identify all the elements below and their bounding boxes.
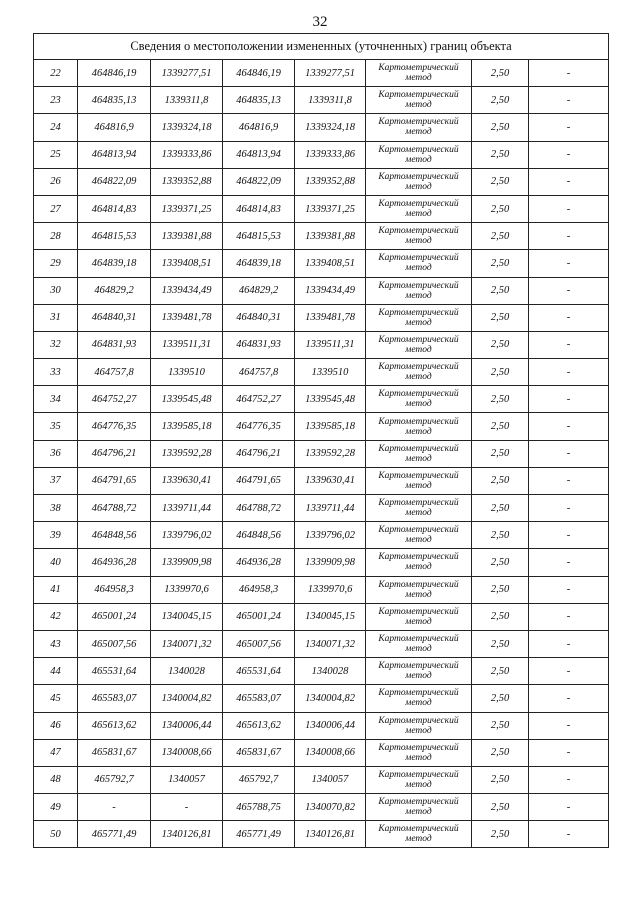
existing-x-cell: - [78, 794, 151, 821]
refined-x-cell: 464752,27 [223, 386, 295, 413]
determination-method-cell: Картометрический метод [366, 630, 472, 657]
point-number-cell: 29 [34, 250, 78, 277]
table-row [34, 549, 609, 576]
existing-x-cell: 464839,18 [78, 250, 151, 277]
precision-cell: 2,50 [472, 522, 529, 549]
existing-y-cell: 1339371,25 [151, 195, 223, 222]
existing-x-cell: 464788,72 [78, 495, 151, 522]
existing-x-cell: 465531,64 [78, 658, 151, 685]
determination-method-cell: Картометрический метод [366, 141, 472, 168]
note-cell: - [529, 576, 609, 603]
note-cell: - [529, 304, 609, 331]
precision-cell: 2,50 [472, 794, 529, 821]
refined-y-cell: 1339333,86 [295, 141, 366, 168]
refined-y-cell: 1339434,49 [295, 277, 366, 304]
table-row [34, 467, 609, 494]
existing-y-cell: 1339545,48 [151, 386, 223, 413]
note-cell: - [529, 359, 609, 386]
refined-x-cell: 464796,21 [223, 440, 295, 467]
boundary-coordinates-table [33, 33, 609, 848]
point-number-cell: 47 [34, 739, 78, 766]
precision-cell: 2,50 [472, 195, 529, 222]
precision-cell: 2,50 [472, 739, 529, 766]
determination-method-cell: Картометрический метод [366, 576, 472, 603]
table-row [34, 331, 609, 358]
determination-method-cell: Картометрический метод [366, 250, 472, 277]
point-number-cell: 49 [34, 794, 78, 821]
determination-method-cell: Картометрический метод [366, 195, 472, 222]
refined-x-cell: 464815,53 [223, 223, 295, 250]
refined-x-cell: 464814,83 [223, 195, 295, 222]
refined-y-cell: 1339510 [295, 359, 366, 386]
existing-x-cell: 465583,07 [78, 685, 151, 712]
existing-x-cell: 464776,35 [78, 413, 151, 440]
existing-y-cell: 1339277,51 [151, 60, 223, 87]
existing-x-cell: 464791,65 [78, 467, 151, 494]
determination-method-cell: Картометрический метод [366, 304, 472, 331]
refined-x-cell: 464846,19 [223, 60, 295, 87]
point-number-cell: 22 [34, 60, 78, 87]
existing-y-cell: 1339511,31 [151, 331, 223, 358]
refined-x-cell: 464840,31 [223, 304, 295, 331]
refined-y-cell: 1340028 [295, 658, 366, 685]
existing-x-cell: 464958,3 [78, 576, 151, 603]
table-body [34, 60, 609, 848]
refined-x-cell: 464822,09 [223, 168, 295, 195]
existing-x-cell: 464831,93 [78, 331, 151, 358]
note-cell: - [529, 386, 609, 413]
table-row [34, 522, 609, 549]
precision-cell: 2,50 [472, 495, 529, 522]
existing-y-cell: 1340071,32 [151, 630, 223, 657]
precision-cell: 2,50 [472, 549, 529, 576]
existing-x-cell: 465001,24 [78, 603, 151, 630]
existing-x-cell: 465613,62 [78, 712, 151, 739]
precision-cell: 2,50 [472, 386, 529, 413]
table-row [34, 168, 609, 195]
existing-y-cell: 1340045,15 [151, 603, 223, 630]
precision-cell: 2,50 [472, 141, 529, 168]
refined-x-cell: 465771,49 [223, 821, 295, 848]
determination-method-cell: Картометрический метод [366, 223, 472, 250]
refined-x-cell: 464835,13 [223, 87, 295, 114]
note-cell: - [529, 413, 609, 440]
existing-y-cell: 1339311,8 [151, 87, 223, 114]
existing-y-cell: 1339333,86 [151, 141, 223, 168]
existing-y-cell: 1339909,98 [151, 549, 223, 576]
table-caption: Сведения о местоположении измененных (уточненных) границ объекта [34, 34, 609, 60]
table-row [34, 658, 609, 685]
refined-y-cell: 1339381,88 [295, 223, 366, 250]
precision-cell: 2,50 [472, 359, 529, 386]
existing-y-cell: 1339585,18 [151, 413, 223, 440]
determination-method-cell: Картометрический метод [366, 794, 472, 821]
note-cell: - [529, 277, 609, 304]
note-cell: - [529, 114, 609, 141]
table-row [34, 223, 609, 250]
note-cell: - [529, 766, 609, 793]
existing-y-cell: 1339970,6 [151, 576, 223, 603]
point-number-cell: 34 [34, 386, 78, 413]
determination-method-cell: Картометрический метод [366, 658, 472, 685]
refined-x-cell: 464813,94 [223, 141, 295, 168]
note-cell: - [529, 195, 609, 222]
point-number-cell: 45 [34, 685, 78, 712]
table-caption-row [34, 34, 609, 60]
note-cell: - [529, 87, 609, 114]
determination-method-cell: Картометрический метод [366, 467, 472, 494]
point-number-cell: 38 [34, 495, 78, 522]
existing-x-cell: 464822,09 [78, 168, 151, 195]
existing-x-cell: 464835,13 [78, 87, 151, 114]
table-row [34, 386, 609, 413]
determination-method-cell: Картометрический метод [366, 413, 472, 440]
existing-y-cell: 1339592,28 [151, 440, 223, 467]
refined-x-cell: 464958,3 [223, 576, 295, 603]
point-number-cell: 32 [34, 331, 78, 358]
refined-x-cell: 465001,24 [223, 603, 295, 630]
point-number-cell: 30 [34, 277, 78, 304]
refined-y-cell: 1340006,44 [295, 712, 366, 739]
precision-cell: 2,50 [472, 576, 529, 603]
note-cell: - [529, 522, 609, 549]
refined-y-cell: 1339545,48 [295, 386, 366, 413]
refined-x-cell: 464788,72 [223, 495, 295, 522]
refined-x-cell: 464831,93 [223, 331, 295, 358]
refined-y-cell: 1339352,88 [295, 168, 366, 195]
existing-x-cell: 464813,94 [78, 141, 151, 168]
existing-y-cell: 1340004,82 [151, 685, 223, 712]
refined-x-cell: 465792,7 [223, 766, 295, 793]
note-cell: - [529, 467, 609, 494]
table-row [34, 277, 609, 304]
note-cell: - [529, 630, 609, 657]
determination-method-cell: Картометрический метод [366, 821, 472, 848]
refined-y-cell: 1340057 [295, 766, 366, 793]
table-row [34, 603, 609, 630]
refined-x-cell: 465831,67 [223, 739, 295, 766]
existing-y-cell: 1340126,81 [151, 821, 223, 848]
table-row [34, 739, 609, 766]
point-number-cell: 31 [34, 304, 78, 331]
determination-method-cell: Картометрический метод [366, 549, 472, 576]
point-number-cell: 42 [34, 603, 78, 630]
point-number-cell: 25 [34, 141, 78, 168]
existing-x-cell: 464814,83 [78, 195, 151, 222]
table-row [34, 304, 609, 331]
refined-y-cell: 1340071,32 [295, 630, 366, 657]
refined-y-cell: 1339311,8 [295, 87, 366, 114]
table-row [34, 766, 609, 793]
table-row [34, 685, 609, 712]
existing-x-cell: 464846,19 [78, 60, 151, 87]
refined-x-cell: 464936,28 [223, 549, 295, 576]
refined-y-cell: 1339324,18 [295, 114, 366, 141]
refined-y-cell: 1339371,25 [295, 195, 366, 222]
existing-x-cell: 464752,27 [78, 386, 151, 413]
note-cell: - [529, 331, 609, 358]
point-number-cell: 44 [34, 658, 78, 685]
refined-x-cell: 465613,62 [223, 712, 295, 739]
table-row [34, 413, 609, 440]
refined-x-cell: 464829,2 [223, 277, 295, 304]
refined-x-cell: 464791,65 [223, 467, 295, 494]
existing-y-cell: 1340028 [151, 658, 223, 685]
existing-y-cell: 1339324,18 [151, 114, 223, 141]
point-number-cell: 24 [34, 114, 78, 141]
refined-y-cell: 1339630,41 [295, 467, 366, 494]
existing-x-cell: 464796,21 [78, 440, 151, 467]
determination-method-cell: Картометрический метод [366, 603, 472, 630]
refined-x-cell: 465531,64 [223, 658, 295, 685]
point-number-cell: 26 [34, 168, 78, 195]
existing-x-cell: 464840,31 [78, 304, 151, 331]
determination-method-cell: Картометрический метод [366, 522, 472, 549]
existing-x-cell: 465792,7 [78, 766, 151, 793]
existing-x-cell: 465007,56 [78, 630, 151, 657]
existing-y-cell: 1339796,02 [151, 522, 223, 549]
table-row [34, 712, 609, 739]
point-number-cell: 27 [34, 195, 78, 222]
point-number-cell: 50 [34, 821, 78, 848]
refined-x-cell: 464816,9 [223, 114, 295, 141]
precision-cell: 2,50 [472, 440, 529, 467]
refined-y-cell: 1339277,51 [295, 60, 366, 87]
existing-y-cell: 1340008,66 [151, 739, 223, 766]
determination-method-cell: Картометрический метод [366, 277, 472, 304]
refined-x-cell: 464757,8 [223, 359, 295, 386]
table-row [34, 141, 609, 168]
table-row [34, 60, 609, 87]
refined-y-cell: 1340070,82 [295, 794, 366, 821]
precision-cell: 2,50 [472, 114, 529, 141]
point-number-cell: 48 [34, 766, 78, 793]
note-cell: - [529, 603, 609, 630]
refined-y-cell: 1339585,18 [295, 413, 366, 440]
existing-y-cell: 1339630,41 [151, 467, 223, 494]
refined-y-cell: 1340008,66 [295, 739, 366, 766]
point-number-cell: 46 [34, 712, 78, 739]
table-row [34, 114, 609, 141]
note-cell: - [529, 440, 609, 467]
determination-method-cell: Картометрический метод [366, 359, 472, 386]
precision-cell: 2,50 [472, 658, 529, 685]
point-number-cell: 35 [34, 413, 78, 440]
refined-x-cell: 464848,56 [223, 522, 295, 549]
precision-cell: 2,50 [472, 223, 529, 250]
determination-method-cell: Картометрический метод [366, 168, 472, 195]
refined-y-cell: 1340004,82 [295, 685, 366, 712]
refined-y-cell: 1340126,81 [295, 821, 366, 848]
point-number-cell: 40 [34, 549, 78, 576]
existing-y-cell: - [151, 794, 223, 821]
determination-method-cell: Картометрический метод [366, 495, 472, 522]
existing-y-cell: 1339711,44 [151, 495, 223, 522]
note-cell: - [529, 739, 609, 766]
existing-x-cell: 465771,49 [78, 821, 151, 848]
refined-y-cell: 1339970,6 [295, 576, 366, 603]
existing-y-cell: 1339352,88 [151, 168, 223, 195]
existing-y-cell: 1339408,51 [151, 250, 223, 277]
note-cell: - [529, 712, 609, 739]
table-row [34, 87, 609, 114]
precision-cell: 2,50 [472, 60, 529, 87]
table-row [34, 630, 609, 657]
existing-x-cell: 464757,8 [78, 359, 151, 386]
point-number-cell: 28 [34, 223, 78, 250]
precision-cell: 2,50 [472, 331, 529, 358]
table-row [34, 195, 609, 222]
determination-method-cell: Картометрический метод [366, 60, 472, 87]
note-cell: - [529, 794, 609, 821]
existing-y-cell: 1339481,78 [151, 304, 223, 331]
determination-method-cell: Картометрический метод [366, 87, 472, 114]
note-cell: - [529, 549, 609, 576]
existing-x-cell: 464848,56 [78, 522, 151, 549]
determination-method-cell: Картометрический метод [366, 739, 472, 766]
refined-x-cell: 465583,07 [223, 685, 295, 712]
refined-x-cell: 465788,75 [223, 794, 295, 821]
existing-y-cell: 1339381,88 [151, 223, 223, 250]
refined-y-cell: 1339481,78 [295, 304, 366, 331]
determination-method-cell: Картометрический метод [366, 386, 472, 413]
existing-x-cell: 464816,9 [78, 114, 151, 141]
precision-cell: 2,50 [472, 685, 529, 712]
precision-cell: 2,50 [472, 87, 529, 114]
point-number-cell: 23 [34, 87, 78, 114]
refined-y-cell: 1340045,15 [295, 603, 366, 630]
precision-cell: 2,50 [472, 250, 529, 277]
existing-y-cell: 1339434,49 [151, 277, 223, 304]
precision-cell: 2,50 [472, 766, 529, 793]
precision-cell: 2,50 [472, 630, 529, 657]
note-cell: - [529, 60, 609, 87]
refined-y-cell: 1339711,44 [295, 495, 366, 522]
table-row [34, 495, 609, 522]
existing-x-cell: 464815,53 [78, 223, 151, 250]
determination-method-cell: Картометрический метод [366, 685, 472, 712]
table-row [34, 250, 609, 277]
precision-cell: 2,50 [472, 304, 529, 331]
note-cell: - [529, 141, 609, 168]
refined-x-cell: 464839,18 [223, 250, 295, 277]
point-number-cell: 39 [34, 522, 78, 549]
existing-x-cell: 465831,67 [78, 739, 151, 766]
existing-y-cell: 1339510 [151, 359, 223, 386]
point-number-cell: 36 [34, 440, 78, 467]
precision-cell: 2,50 [472, 413, 529, 440]
table-row [34, 821, 609, 848]
precision-cell: 2,50 [472, 712, 529, 739]
table-row [34, 440, 609, 467]
determination-method-cell: Картометрический метод [366, 114, 472, 141]
refined-x-cell: 465007,56 [223, 630, 295, 657]
refined-x-cell: 464776,35 [223, 413, 295, 440]
refined-y-cell: 1339511,31 [295, 331, 366, 358]
existing-x-cell: 464936,28 [78, 549, 151, 576]
note-cell: - [529, 821, 609, 848]
precision-cell: 2,50 [472, 277, 529, 304]
note-cell: - [529, 658, 609, 685]
point-number-cell: 37 [34, 467, 78, 494]
determination-method-cell: Картометрический метод [366, 331, 472, 358]
table-row [34, 794, 609, 821]
note-cell: - [529, 495, 609, 522]
refined-y-cell: 1339796,02 [295, 522, 366, 549]
existing-y-cell: 1340057 [151, 766, 223, 793]
table-row [34, 359, 609, 386]
refined-y-cell: 1339592,28 [295, 440, 366, 467]
precision-cell: 2,50 [472, 603, 529, 630]
page-number: 32 [312, 14, 328, 30]
determination-method-cell: Картометрический метод [366, 712, 472, 739]
existing-x-cell: 464829,2 [78, 277, 151, 304]
precision-cell: 2,50 [472, 821, 529, 848]
note-cell: - [529, 685, 609, 712]
point-number-cell: 43 [34, 630, 78, 657]
note-cell: - [529, 223, 609, 250]
point-number-cell: 41 [34, 576, 78, 603]
note-cell: - [529, 250, 609, 277]
precision-cell: 2,50 [472, 467, 529, 494]
precision-cell: 2,50 [472, 168, 529, 195]
existing-y-cell: 1340006,44 [151, 712, 223, 739]
point-number-cell: 33 [34, 359, 78, 386]
determination-method-cell: Картометрический метод [366, 766, 472, 793]
refined-y-cell: 1339909,98 [295, 549, 366, 576]
note-cell: - [529, 168, 609, 195]
determination-method-cell: Картометрический метод [366, 440, 472, 467]
refined-y-cell: 1339408,51 [295, 250, 366, 277]
table-row [34, 576, 609, 603]
